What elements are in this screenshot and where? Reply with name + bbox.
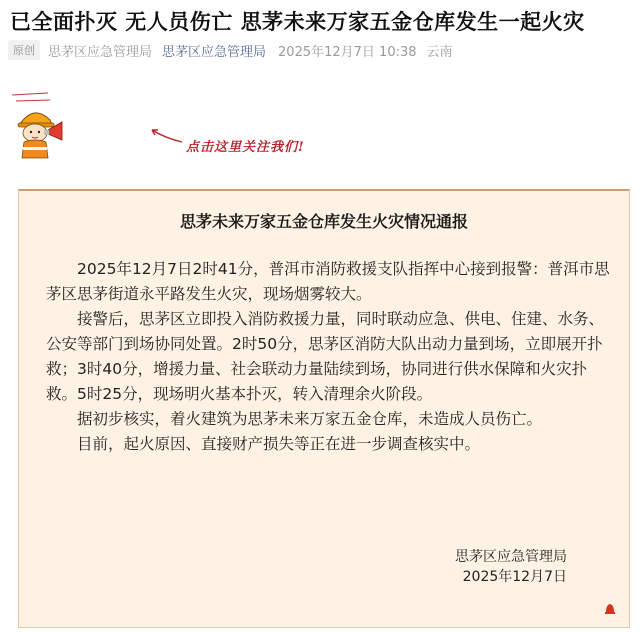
notice-body: [46, 257, 611, 457]
follow-us-link[interactable]: 点击这里关注我们!: [186, 140, 305, 155]
notice-paragraph: 据初步核实，着火建筑为思茅未来万家五金仓库，未造成人员伤亡。: [77, 410, 543, 428]
author-name: 思茅区应急管理局: [48, 44, 153, 60]
publish-location: 云南: [426, 44, 453, 60]
notice-paragraph: 2025年12月7日2时41分，普洱市消防救援支队指挥中心接到报警：普洱市思茅区思茅街道永平路发生火灾，现场烟雾较大。: [46, 260, 610, 303]
notice-paragraph: 接警后，思茅区立即投入消防救援力量，同时联动应急、供电、住建、水务、公安等部门到场协同处置。2时50分，思茅区消防大队出动力量到场，立即展开扑救；3时40分，增援力量、社会联动力量陆续到场，协同进行供水保障和火灾扑救。5时25分，现场明火基本扑灭，转入清理余火阶段。: [46, 310, 605, 403]
safety-worker-mascot-icon: [10, 86, 80, 161]
notice-box: [18, 189, 630, 628]
signature-date: 2025年12月7日: [462, 569, 567, 585]
account-link[interactable]: 思茅区应急管理局: [162, 44, 267, 60]
notice-title: 思茅未来万家五金仓库发生火灾情况通报: [179, 212, 468, 231]
follow-arrow-icon: [0, 86, 640, 176]
notice-paragraph: 目前，起火原因、直接财产损失等正在进一步调查核实中。: [77, 435, 481, 453]
original-badge: 原创: [8, 40, 40, 60]
publish-date: 2025年12月7日 10:38: [278, 44, 417, 60]
signature-org: 思茅区应急管理局: [455, 549, 567, 565]
notice-signature: [455, 547, 567, 587]
article-meta: [8, 40, 453, 60]
article-headline: 已全面扑灭 无人员伤亡 思茅未来万家五金仓库发生一起火灾: [10, 10, 585, 34]
warning-bell-icon: [603, 601, 617, 615]
